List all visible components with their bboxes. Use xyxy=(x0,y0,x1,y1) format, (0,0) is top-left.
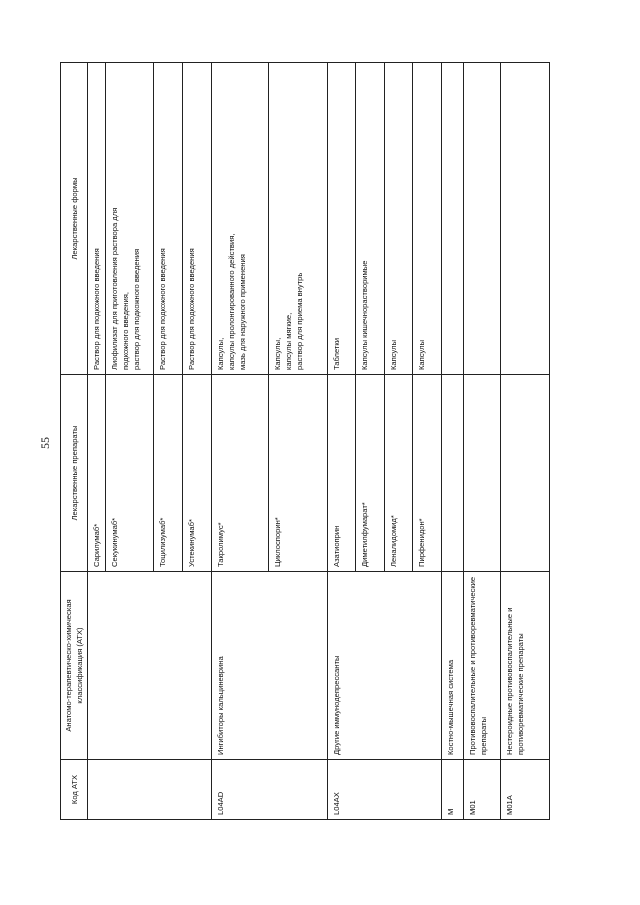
cell-drug: Циклоспорин* xyxy=(269,375,328,572)
table-header-row xyxy=(61,63,88,820)
cell-drug: Азатиоприн xyxy=(328,375,356,572)
table-row xyxy=(464,63,501,820)
cell-forms: Таблетки xyxy=(328,63,356,375)
cell-atc: Ингибиторы кальциневрина xyxy=(212,572,328,760)
page-number: 55 xyxy=(38,437,52,449)
cell-forms: Капсулы, капсулы пролонгированного действия, мазь для наружного применения xyxy=(212,63,269,375)
cell-code: M01A xyxy=(501,760,550,820)
cell-drug xyxy=(501,375,550,572)
drug-table xyxy=(60,62,550,820)
header-forms: Лекарственные формы xyxy=(61,63,88,375)
table-row xyxy=(442,63,464,820)
cell-drug xyxy=(464,375,501,572)
cell-forms: Раствор для подкожного введения xyxy=(183,63,212,375)
cell-atc: Нестероидные противовоспалительные и противоревматические препараты xyxy=(501,572,550,760)
cell-atc: Противовоспалительные и противоревматические препараты xyxy=(464,572,501,760)
table-row xyxy=(212,63,269,820)
cell-forms: Раствор для подкожного введения xyxy=(154,63,183,375)
cell-forms: Капсулы, капсулы мягкие, раствор для приема внутрь xyxy=(269,63,328,375)
cell-forms: Раствор для подкожного введения xyxy=(88,63,106,375)
table-row xyxy=(328,63,356,820)
cell-forms: Капсулы xyxy=(413,63,442,375)
table-row xyxy=(88,63,106,820)
cell-drug: Устекинумаб* xyxy=(183,375,212,572)
cell-drug: Такролимус* xyxy=(212,375,269,572)
cell-forms: Капсулы кишечнорастворимые xyxy=(356,63,385,375)
cell-code: L04AD xyxy=(212,760,328,820)
cell-atc: Костно-мышечная система xyxy=(442,572,464,760)
cell-drug: Пирфенидон* xyxy=(413,375,442,572)
table-row xyxy=(501,63,550,820)
cell-atc xyxy=(88,572,212,760)
cell-code: M01 xyxy=(464,760,501,820)
cell-drug xyxy=(442,375,464,572)
cell-drug: Тоцилизумаб* xyxy=(154,375,183,572)
cell-code: L04AX xyxy=(328,760,442,820)
cell-forms xyxy=(464,63,501,375)
cell-forms: Капсулы xyxy=(385,63,413,375)
cell-drug: Диметилфумарат* xyxy=(356,375,385,572)
header-code: Код АТХ xyxy=(61,760,88,820)
header-drugs: Лекарственные препараты xyxy=(61,375,88,572)
cell-forms xyxy=(442,63,464,375)
document-table-wrapper xyxy=(60,63,550,820)
cell-drug: Секукинумаб* xyxy=(106,375,154,572)
cell-atc: Другие иммунодепрессанты xyxy=(328,572,442,760)
cell-forms xyxy=(501,63,550,375)
cell-forms: Лиофилизат для приготовления раствора для подкожного введения, раствор для подкожного введения xyxy=(106,63,154,375)
cell-code xyxy=(88,760,212,820)
cell-drug: Леналидомид* xyxy=(385,375,413,572)
cell-drug: Сарилумаб* xyxy=(88,375,106,572)
cell-code: M xyxy=(442,760,464,820)
header-atc: Анатомо-терапевтическо-химическая классификация (АТХ) xyxy=(61,572,88,760)
